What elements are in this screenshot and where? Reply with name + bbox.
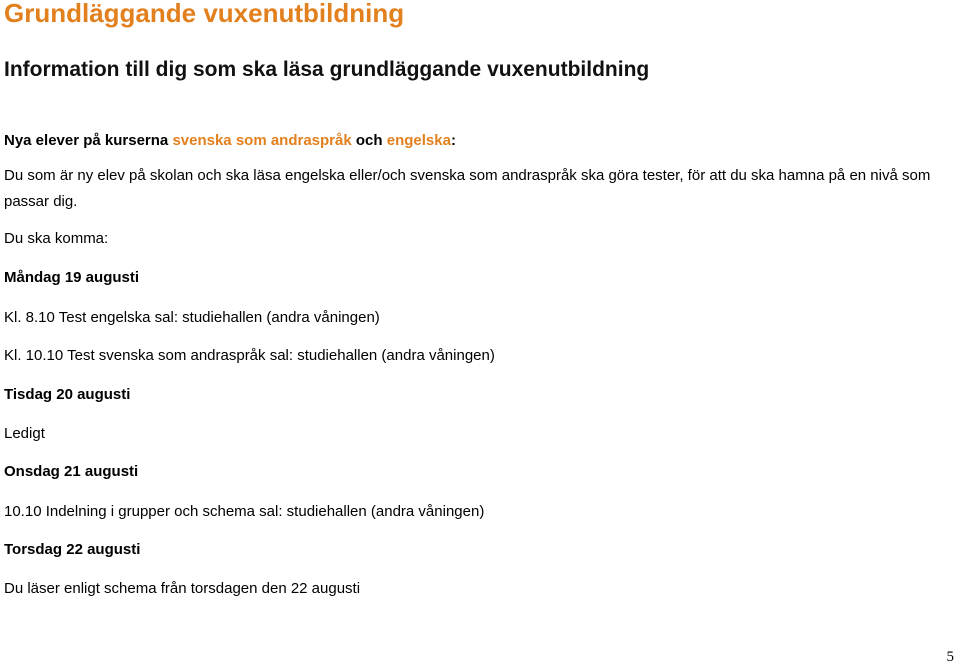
come-label: Du ska komma: [4, 230, 109, 247]
schedule-item-swedish-test: Kl. 10.10 Test svenska som andraspråk sal: studiehallen (andra våningen) [4, 347, 495, 364]
lead-subject-swedish: svenska som andraspråk [172, 132, 352, 149]
day-heading-thursday: Torsdag 22 augusti [4, 541, 141, 558]
lead-middle: och [351, 132, 387, 149]
lead-suffix: : [450, 132, 456, 149]
schedule-item-english-test: Kl. 8.10 Test engelska sal: studiehallen (andra våningen) [4, 309, 380, 326]
schedule-item-grouping: 10.10 Indelning i grupper och schema sal: studiehallen (andra våningen) [4, 503, 485, 520]
lead-heading [4, 132, 456, 149]
lead-subject-english: engelska [386, 132, 451, 149]
lead-prefix: Nya elever på kurserna [4, 132, 173, 149]
page-title: Grundläggande vuxenutbildning [4, 0, 405, 28]
day-heading-monday: Måndag 19 augusti [4, 269, 140, 286]
day-heading-tuesday: Tisdag 20 augusti [4, 386, 131, 403]
intro-paragraph: Du som är ny elev på skolan och ska läsa engelska eller/och svenska som andraspråk ska göra tester, för att du ska hamna på en nivå som passar dig. [4, 167, 931, 210]
page-subtitle: Information till dig som ska läsa grundläggande vuxenutbildning [4, 58, 650, 81]
page-number: 5 [946, 649, 954, 665]
schedule-item-study: Du läser enligt schema från torsdagen den 22 augusti [4, 580, 361, 597]
schedule-item-free: Ledigt [4, 425, 45, 442]
day-heading-wednesday: Onsdag 21 augusti [4, 463, 139, 480]
